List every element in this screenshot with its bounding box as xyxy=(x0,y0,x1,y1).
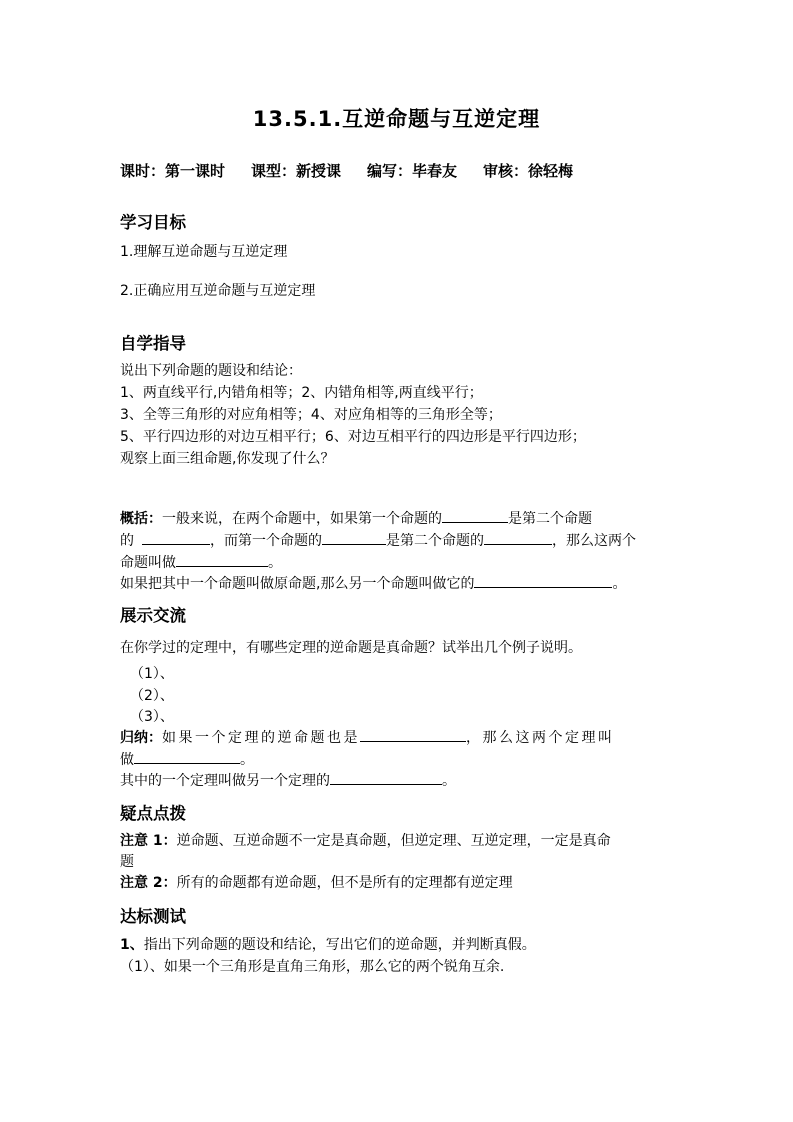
summary-label: 概括： xyxy=(120,511,162,527)
meta-reviewer: 审核：徐轻梅 xyxy=(483,162,574,180)
summary-text-1b: 是第二个命题 xyxy=(508,511,592,527)
page-title: 13.5.1.互逆命题与互逆定理 xyxy=(252,107,541,131)
goals-heading: 学习目标 xyxy=(120,213,186,232)
conclusion-label: 归纳： xyxy=(120,730,162,746)
summary-text-3b: 。 xyxy=(268,555,282,571)
blank-field[interactable] xyxy=(322,530,386,545)
summary-line-1 xyxy=(120,508,592,529)
note-2-label: 注意 2： xyxy=(120,875,177,891)
note-2-text: 所有的命题都有逆命题，但不是所有的定理都有逆定理 xyxy=(176,875,513,891)
exchange-heading: 展示交流 xyxy=(120,606,186,625)
self-study-line-1: 说出下列命题的题设和结论： xyxy=(120,363,302,379)
summary-text-2a: 的 xyxy=(120,533,134,549)
summary-line-4 xyxy=(120,573,626,594)
blank-field[interactable] xyxy=(142,530,210,545)
self-study-heading: 自学指导 xyxy=(120,334,186,353)
blank-field[interactable] xyxy=(484,530,552,545)
note-1-label: 注意 1： xyxy=(120,833,177,849)
exchange-item-3: （3）、 xyxy=(130,709,174,725)
goal-item-2: 2.正确应用互逆命题与互逆定理 xyxy=(120,283,316,299)
summary-text-2d: ，那么这两个 xyxy=(552,533,636,549)
conclusion-line-3 xyxy=(120,770,456,791)
goal-item-1: 1.理解互逆命题与互逆定理 xyxy=(120,244,288,260)
doubts-note-2 xyxy=(120,873,513,893)
blank-field[interactable] xyxy=(330,770,442,785)
exchange-question: 在你学过的定理中，有哪些定理的逆命题是真命题？试举出几个例子说明。 xyxy=(120,640,582,656)
blank-field[interactable] xyxy=(474,573,612,588)
exchange-item-1: （1）、 xyxy=(130,666,174,682)
summary-line-3 xyxy=(120,552,282,573)
conclusion-text-2a: 做 xyxy=(120,752,134,768)
conclusion-text-1a: 如果一个定理的逆命题也是 xyxy=(162,730,360,746)
conclusion-text-3a: 其中的一个定理叫做另一个定理的 xyxy=(120,773,330,789)
lesson-meta xyxy=(120,160,599,181)
summary-text-4a: 如果把其中一个命题叫做原命题,那么另一个命题叫做它的 xyxy=(120,576,475,592)
note-1-text: 逆命题、互逆命题不一定是真命题，但逆定理、互逆定理，一定是真命 xyxy=(176,833,611,849)
summary-text-4b: 。 xyxy=(612,576,627,592)
blank-field[interactable] xyxy=(176,552,268,567)
conclusion-text-3b: 。 xyxy=(442,773,456,789)
meta-author: 编写：毕春友 xyxy=(367,162,458,180)
self-study-line-4: 5、平行四边形的对边互相平行；6、对边互相平行的四边形是平行四边形； xyxy=(120,429,586,445)
blank-field[interactable] xyxy=(134,749,240,764)
blank-field[interactable] xyxy=(442,508,508,523)
doubts-heading: 疑点点拨 xyxy=(120,804,186,823)
summary-text-2c: 是第二个命题的 xyxy=(386,533,484,549)
doubts-note-1 xyxy=(120,831,611,851)
self-study-line-3: 3、全等三角形的对应角相等；4、对应角相等的三角形全等； xyxy=(120,407,502,423)
exchange-item-2: （2）、 xyxy=(130,688,174,704)
self-study-line-2: 1、两直线平行,内错角相等；2、内错角相等,两直线平行； xyxy=(120,385,483,401)
conclusion-text-2b: 。 xyxy=(240,752,254,768)
self-study-line-5: 观察上面三组命题,你发现了什么？ xyxy=(120,451,335,467)
summary-text-2b: ，而第一个命题的 xyxy=(210,533,322,549)
summary-line-2 xyxy=(120,530,636,551)
conclusion-line-2 xyxy=(120,749,254,770)
conclusion-line-1 xyxy=(120,727,615,748)
meta-lesson: 课时：第一课时 xyxy=(120,162,226,180)
meta-type: 课型：新授课 xyxy=(251,162,342,180)
test-heading: 达标测试 xyxy=(120,907,186,926)
blank-field[interactable] xyxy=(360,727,466,742)
test-question-1-1: （1）、如果一个三角形是直角三角形，那么它的两个锐角互余. xyxy=(120,959,505,975)
doubts-note-1-cont: 题 xyxy=(120,854,134,870)
question-1-label: 1、 xyxy=(120,937,144,953)
question-1-text: 指出下列命题的题设和结论，写出它们的逆命题，并判断真假。 xyxy=(143,937,536,953)
summary-text-1a: 一般来说，在两个命题中，如果第一个命题的 xyxy=(162,511,442,527)
summary-text-3a: 命题叫做 xyxy=(120,555,176,571)
test-question-1 xyxy=(120,935,536,955)
conclusion-text-1b: ，那么这两个定理叫 xyxy=(466,730,615,746)
